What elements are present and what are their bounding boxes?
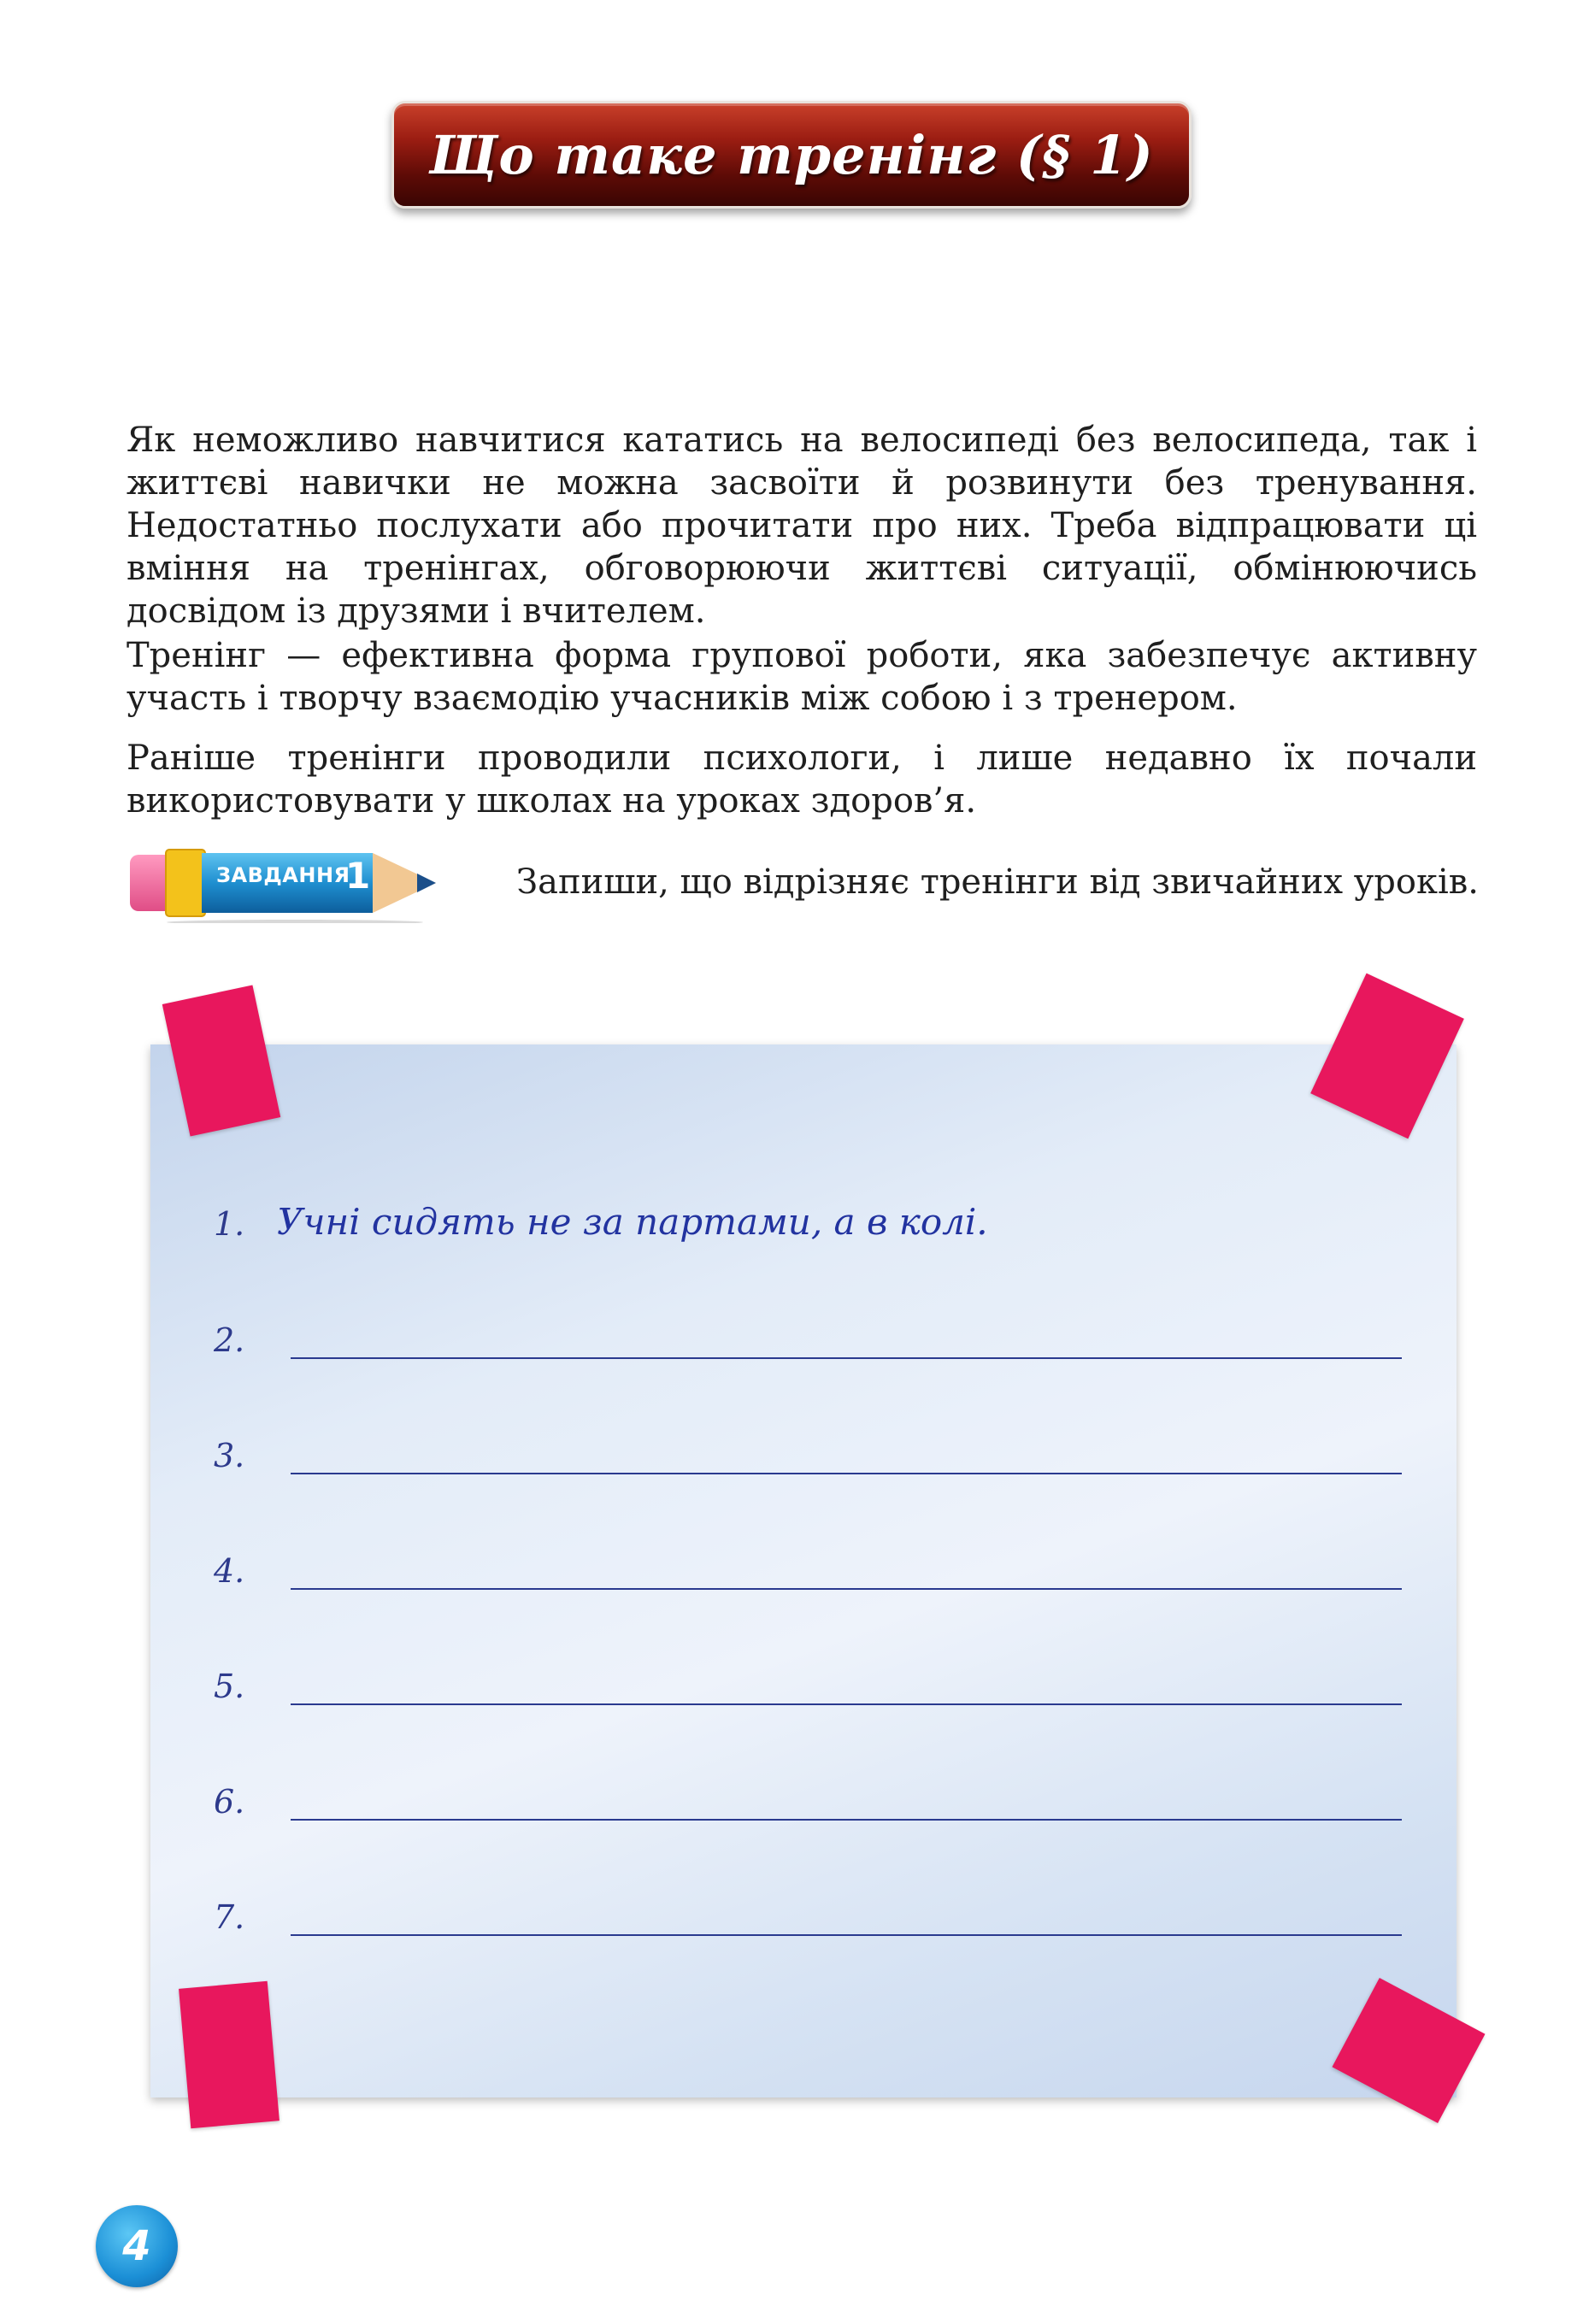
title-banner <box>391 101 1192 209</box>
answer-line[interactable] <box>291 1357 1402 1359</box>
answer-row-1 <box>214 1197 1402 1248</box>
row-number: 2. <box>214 1321 245 1359</box>
answer-row-7 <box>214 1890 1402 1941</box>
answer-line[interactable] <box>291 1473 1402 1474</box>
answer-line[interactable] <box>291 1588 1402 1590</box>
answer-row-6 <box>214 1774 1402 1826</box>
answer-row-3 <box>214 1428 1402 1480</box>
tape-bottom-left <box>179 1981 280 2128</box>
answer-text: Учні сидять не за партами, а в колі. <box>277 1201 988 1243</box>
task-label: ЗАВДАННЯ <box>216 863 350 887</box>
row-number: 4. <box>214 1552 245 1590</box>
page-number: 4 <box>122 2222 151 2270</box>
task-instruction: Запиши, що відрізняє тренінги від звичайних уроків. <box>516 862 1479 902</box>
row-number: 7. <box>214 1898 245 1936</box>
task-number: 1 <box>345 855 371 897</box>
answer-row-4 <box>214 1544 1402 1595</box>
page-number-badge <box>96 2205 178 2287</box>
row-number: 1. <box>214 1205 245 1243</box>
answer-row-5 <box>214 1659 1402 1710</box>
answer-row-2 <box>214 1313 1402 1364</box>
row-number: 5. <box>214 1668 245 1705</box>
paragraph-definition: Тренінг — ефективна форма групової роботи, яка забезпечує активну участь і творчу взаємодію учасників між собою і з тренером. <box>127 636 1477 718</box>
row-number: 3. <box>214 1437 245 1474</box>
page-title: Що таке тренінг (§ 1) <box>429 123 1154 186</box>
answer-line[interactable] <box>291 1934 1402 1936</box>
paragraph-intro: Як неможливо навчитися кататись на велосипеді без велосипеда, так і життєві навички не можна засвоїти й розвинути без тренування. Недостатньо послухати або прочитати про них. Треба відпрацювати ці вміння на тренінгах, обговорюючи життєві ситуації, обмінюючись досвідом із друзями і вчителем. <box>127 421 1477 631</box>
answer-line[interactable] <box>291 1819 1402 1821</box>
answer-line[interactable] <box>291 1703 1402 1705</box>
paragraph-history: Раніше тренінги проводили психологи, і лише недавно їх почали використовувати у школах на уроках здоров’я. <box>127 738 1477 821</box>
row-number: 6. <box>214 1783 245 1821</box>
